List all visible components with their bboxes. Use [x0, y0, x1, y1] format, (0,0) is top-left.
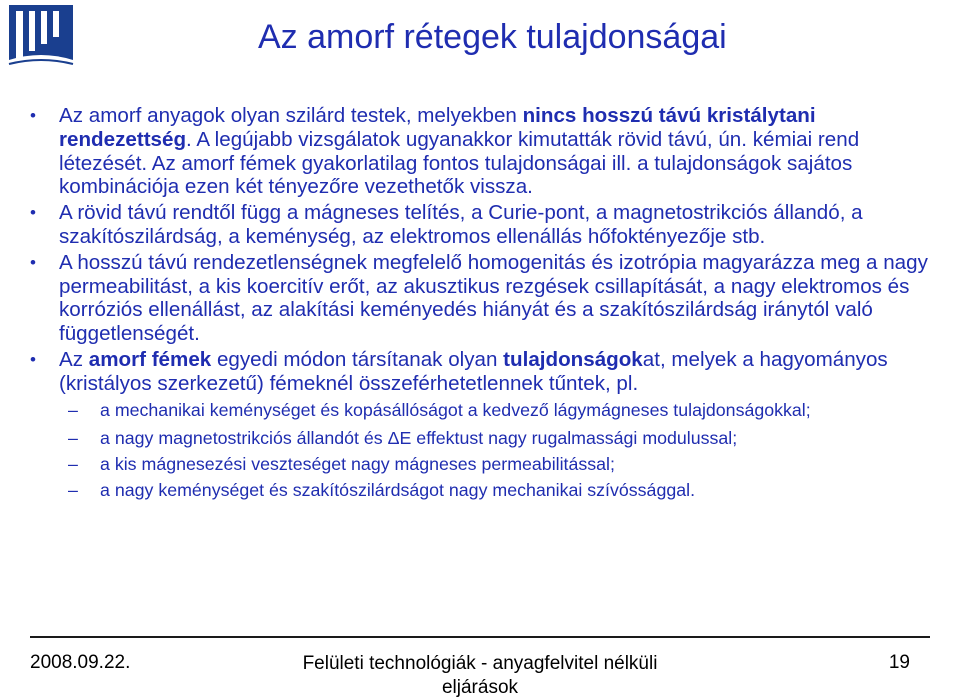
sub-item: – a nagy keménységet és szakítószilárdságot nagy mechanikai szívóssággal. [68, 479, 696, 500]
sub-item: – a nagy magnetostrikciós állandót és ΔE effektust nagy rugalmassági modulussal; [68, 428, 738, 449]
bullet-icon: • [30, 252, 36, 272]
bullet-icon: • [30, 203, 36, 223]
bullet-icon: • [30, 106, 36, 125]
sub-item: – a kis mágnesezési veszteséget nagy mágneses permeabilitással; [68, 454, 615, 475]
university-logo [8, 4, 74, 70]
bullet-item: • Az amorf anyagok olyan szilárd testek, melyekben nincs hosszú távú kristálytani rendezettség. A legújabb vizsgálatok ugyanakkor kimutatták rövid távú, ún. kémiai rend létezését. Az amorf fémek gyakorlatilag fontos tulajdonságai ill. a tulajdonságok sajátos kombinációja ezen két tényezőre vezethetők vissza. [30, 104, 860, 199]
bullet-item: • Az amorf fémek egyedi módon társítanak olyan tulajdonságokat, melyek a hagyományos (kristályos szerkezetű) fémeknél összeférhetetlennek tűntek, pl. [30, 347, 888, 395]
page-number: 19 [888, 652, 910, 673]
dash-icon: – [68, 479, 78, 500]
bullet-item: • A hosszú távú rendezetlenségnek megfelelő homogenitás és izotrópia magyarázza meg a nagy permeabilitást, a kis koercitív erőt, az akusztikus rezgések csillapítását, a nagy elektromos és korróziós ellenállást, az alakítási keményedés hiányát és a szakítószilárdság iránytól való függetlenségét. [30, 250, 928, 346]
footer-date: 2008.09.22. [30, 652, 131, 673]
dash-icon: – [68, 454, 78, 475]
bullet-item: • A rövid távú rendtől függ a mágneses telítés, a Curie-pont, a magnetostrikciós állandó, a szakítószilárdság, a keménység, az elektromos ellenállás hőfoktényezője stb. [30, 201, 863, 248]
slide-content [30, 104, 940, 502]
bullet-icon: • [30, 349, 36, 369]
sub-item: – a mechanikai keménységet és kopásállóságot a kedvező lágymágneses tulajdonságokkal; [68, 399, 811, 420]
slide-title: Az amorf rétegek tulajdonságai [258, 18, 727, 56]
footer-title: Felületi technológiák - anyagfelvitel nélküli eljárások [302, 653, 658, 698]
dash-icon: – [68, 399, 78, 420]
dash-icon: – [68, 428, 78, 449]
footer-divider [30, 636, 930, 638]
